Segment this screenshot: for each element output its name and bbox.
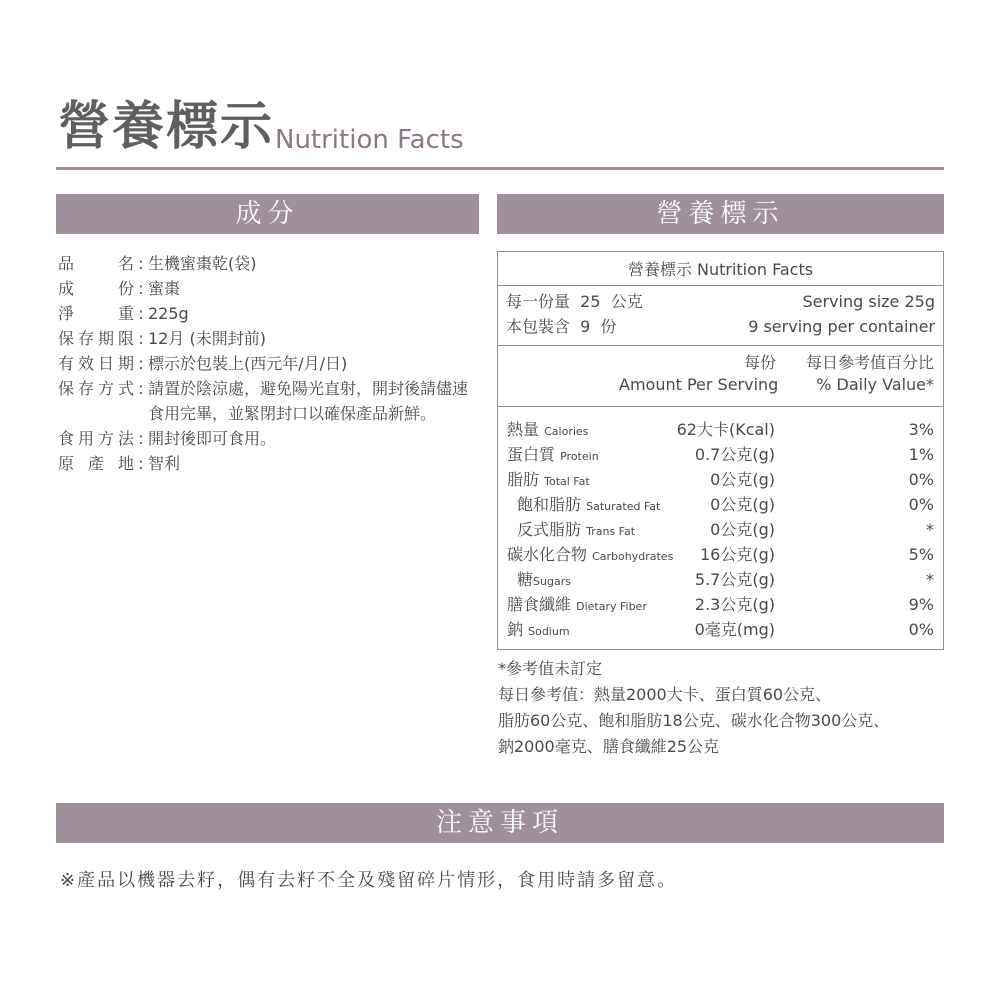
nutrient-amount: 5.7公克(g) [694, 570, 775, 589]
ingredient-row: 原產地 : 智利 [58, 451, 478, 476]
nutrient-name: 脂肪 [507, 470, 540, 489]
nutrient-name: 飽和脂肪 [517, 495, 582, 514]
nutrient-amount: 0公克(g) [710, 470, 775, 489]
caution-text: ※產品以機器去籽，偶有去籽不全及殘留碎片情形，食用時請多留意。 [60, 870, 678, 891]
nutrient-daily-value: 0% [908, 620, 934, 639]
ingredient-row: 淨重 : 225g [58, 301, 478, 326]
daily-value-en: % Daily Value* [816, 375, 934, 394]
ingredient-label: 成份 [58, 279, 134, 298]
nutrient-amount: 2.3公克(g) [694, 595, 775, 614]
nutrient-daily-value: * [926, 520, 934, 539]
table-row [498, 617, 943, 642]
servings-per-container-en: 9 serving per container [748, 317, 935, 336]
ingredient-value: 生機蜜棗乾(袋) [148, 254, 257, 273]
nutrient-name-en: Sugars [533, 575, 571, 588]
per-serving-en: Amount Per Serving [619, 375, 779, 394]
nutrient-name: 反式脂肪 [517, 520, 582, 539]
note-line: 鈉2000毫克、膳食纖維25公克 [498, 737, 720, 756]
nutrient-name-en: Saturated Fat [586, 500, 661, 513]
ingredient-row: 保存期限 : 12月 (未開封前) [58, 326, 478, 351]
nutrient-name-en: Sodium [528, 625, 570, 638]
nutrient-amount: 0公克(g) [710, 495, 775, 514]
nutrient-name-en: Carbohydrates [592, 550, 674, 563]
page-subtitle: Nutrition Facts [275, 125, 464, 155]
ingredient-value: 智利 [148, 454, 181, 473]
nutrient-amount: 62大卡(Kcal) [676, 420, 775, 439]
table-row [498, 592, 943, 617]
nutrient-name-en: Total Fat [544, 475, 590, 488]
ingredient-label: 保存方式 [58, 379, 134, 398]
daily-value-zh: 每日參考值百分比 [805, 353, 934, 372]
serving-info [498, 289, 943, 346]
table-row [498, 517, 943, 542]
nutrient-name: 蛋白質 [507, 445, 556, 464]
ingredient-row: 有效日期 : 標示於包裝上(西元年/月/日) [58, 351, 478, 376]
nutrition-facts-table [497, 251, 944, 650]
nutrient-amount: 16公克(g) [699, 545, 775, 564]
ingredient-label: 品名 [58, 254, 134, 273]
nutrient-name-en: Trans Fat [586, 525, 636, 538]
table-row [498, 417, 943, 442]
ingredient-label: 食用方法 [58, 429, 134, 448]
table-row [498, 442, 943, 467]
nutrient-name: 膳食纖維 [507, 595, 572, 614]
nutrient-amount: 0公克(g) [710, 520, 775, 539]
servings-per-container-zh: 本包裝含 9 份 [506, 317, 617, 336]
ingredient-label: 有效日期 [58, 354, 134, 373]
note-line: 脂肪60公克、飽和脂肪18公克、碳水化合物300公克、 [498, 711, 890, 730]
ingredient-value: 標示於包裝上(西元年/月/日) [148, 354, 348, 373]
reference-notes [498, 656, 944, 760]
ingredient-value: 開封後即可食用。 [148, 429, 277, 448]
nutrient-daily-value: 0% [908, 470, 934, 489]
nutrient-amount: 0毫克(mg) [694, 620, 775, 639]
ingredient-label: 保存期限 [58, 329, 134, 348]
page-title: 營養標示 [58, 96, 275, 157]
ingredient-label: 淨重 [58, 304, 134, 323]
ingredients-header: 成分 [56, 194, 479, 234]
amount-header [498, 346, 943, 407]
ingredient-value: 12月 (未開封前) [148, 329, 266, 348]
ingredient-row: 品名 : 生機蜜棗乾(袋) [58, 251, 478, 276]
nutrient-daily-value: 0% [908, 495, 934, 514]
nutrient-name: 碳水化合物 [507, 545, 588, 564]
facts-table-title: 營養標示 Nutrition Facts [498, 252, 943, 286]
ingredient-row: 食用方法 : 開封後即可食用。 [58, 426, 478, 451]
nutrient-daily-value: 5% [908, 545, 934, 564]
ingredient-row: 保存方式 : 請置於陰涼處，避免陽光直射，開封後請儘速食用完畢，並緊閉封口以確保產品新鮮。 [58, 376, 478, 426]
nutrition-header: 營養標示 [497, 194, 944, 234]
table-row [498, 567, 943, 592]
nutrient-name-en: Dietary Fiber [576, 600, 647, 613]
title-divider [56, 167, 944, 170]
nutrient-daily-value: 9% [908, 595, 934, 614]
per-serving-zh: 每份 [744, 353, 777, 372]
ingredient-label: 原產地 [58, 454, 134, 473]
serving-size-zh: 每一份量 25 公克 [506, 292, 643, 311]
nutrient-name-en: Protein [560, 450, 599, 463]
nutrient-daily-value: 1% [908, 445, 934, 464]
table-row [498, 492, 943, 517]
table-row [498, 542, 943, 567]
note-line: 每日參考值：熱量2000大卡、蛋白質60公克、 [498, 685, 832, 704]
nutrient-daily-value: 3% [908, 420, 934, 439]
nutrient-rows [498, 407, 943, 642]
caution-header: 注意事項 [56, 803, 944, 843]
nutrient-amount: 0.7公克(g) [694, 445, 775, 464]
nutrient-name: 鈉 [507, 620, 524, 639]
nutrient-name: 糖 [517, 570, 534, 589]
ingredients-list [58, 251, 478, 476]
ingredient-value: 蜜棗 [148, 279, 181, 298]
nutrient-name-en: Calories [544, 425, 589, 438]
nutrient-daily-value: * [926, 570, 934, 589]
serving-size-en: Serving size 25g [802, 292, 935, 311]
ingredient-value: 225g [148, 304, 189, 323]
note-line: *參考值未訂定 [498, 659, 603, 678]
table-row [498, 467, 943, 492]
ingredient-row: 成份 : 蜜棗 [58, 276, 478, 301]
nutrient-name: 熱量 [507, 420, 540, 439]
ingredient-value: 請置於陰涼處，避免陽光直射，開封後請儘速食用完畢，並緊閉封口以確保產品新鮮。 [148, 379, 469, 423]
